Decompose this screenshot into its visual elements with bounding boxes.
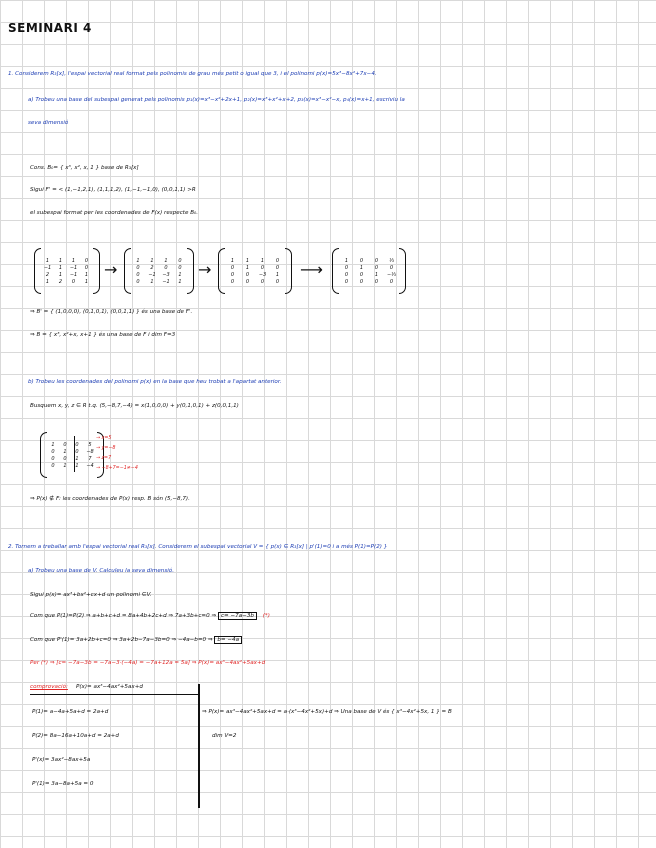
matrix-cell: 0	[344, 278, 349, 285]
matrix-cell: 0	[359, 278, 364, 285]
paren-left	[40, 432, 47, 478]
ex2-sigui: Sigui p(x)= ax³+bx²+cx+d un polinomi ∈V.	[30, 592, 152, 598]
matrix-cell: 0	[275, 278, 280, 285]
red-note-3: → z=7	[96, 456, 112, 461]
matrix-cell: 0	[51, 455, 55, 462]
matrix-cell: 1	[45, 278, 50, 285]
matrix-grid	[131, 258, 187, 285]
ex2-part-a: a) Trobeu una base de V. Calculeu la seva dimensió.	[28, 568, 174, 574]
matrix-cell: 0	[51, 448, 55, 455]
matrix-cell: 0	[359, 257, 364, 264]
ex2-note1: (*)	[262, 613, 270, 619]
matrix-cell: 1	[58, 257, 63, 264]
matrix-cell: 0	[359, 271, 364, 278]
matrix-cell: 0	[344, 271, 349, 278]
matrix-4	[332, 248, 406, 294]
arrow-right-icon: →	[198, 260, 212, 279]
arrow-right-icon: →	[104, 260, 118, 279]
ex1-statement: 1. Considerem R₃[x], l'espai vectorial real format pels polinomis de grau més petit o igual que 3, i el polinomi p(x)=5x³−8x²+7x−4.	[8, 71, 377, 77]
paren-right	[93, 248, 100, 294]
matrix-cell: 0	[389, 264, 394, 271]
page-title: SEMINARI 4	[8, 21, 92, 35]
matrix-cell: 1	[260, 257, 265, 264]
matrix-cell: 1	[63, 448, 67, 455]
matrix-cell: 0	[389, 278, 394, 285]
matrix-cell: 0	[84, 264, 89, 271]
matrix-cell: 1	[51, 441, 55, 448]
matrix-grid	[47, 442, 97, 469]
matrix-cell: 0	[230, 264, 235, 271]
ex1-part-a-cont: seva dimensió	[28, 120, 69, 126]
matrix-cell: 0	[178, 257, 182, 264]
matrix-cell: 0	[84, 257, 89, 264]
check-1: P(1)= a−4a+5a+d = 2a+d	[32, 709, 109, 715]
ex2-box1: c= −7a−3b	[218, 612, 257, 620]
matrix-cell: −1	[162, 278, 170, 285]
check-2: P(2)= 8a−16a+10a+d = 2a+d	[32, 733, 119, 739]
matrix-cell: 0	[164, 264, 168, 271]
matrix-cell: 0	[63, 455, 67, 462]
matrix-cell: 1	[84, 271, 89, 278]
matrix-cell: 0	[374, 278, 379, 285]
matrix-cell: 1	[245, 264, 250, 271]
matrix-cell: 0	[75, 441, 79, 448]
ex2-dim: dim V=2	[212, 733, 237, 739]
red-note-4: → −8+7=−1≠−4	[96, 466, 138, 471]
matrix-cell: 1	[58, 264, 63, 271]
comprovacio-label: comprovació:	[30, 684, 68, 690]
matrix-cell: 1	[75, 462, 79, 469]
matrix-cell: 1	[245, 257, 250, 264]
matrix-cell: 1	[71, 257, 76, 264]
ex1-basis-prime: ⇒ B' = { (1,0,0,0), (0,1,0,1), (0,0,1,1) } és una base de F'.	[30, 309, 193, 315]
arrow-right-icon: ⟶	[300, 260, 323, 279]
matrix-cell: 5	[88, 441, 92, 448]
matrix-cell: 0	[275, 257, 280, 264]
ex1-sigui: Sigui F' = < (1,−1,2,1), (1,1,1,2), (1,−1,−1,0), (0,0,1,1) >R	[30, 187, 196, 193]
matrix-cell: −1	[43, 264, 52, 271]
matrix-cell: 1	[230, 257, 235, 264]
check-4: P'(1)= 3a−8a+5a = 0	[32, 781, 94, 787]
matrix-cell: −⅓	[386, 271, 397, 278]
matrix-cell: 0	[136, 264, 140, 271]
matrix-cell: 0	[245, 271, 250, 278]
matrix-cell: 7	[88, 455, 92, 462]
check-3: P'(x)= 3ax²−8ax+5a	[32, 757, 91, 763]
ex2-statement: 2. Tornem a treballar amb l'espai vectorial real R₃[x]. Considerem el subespai vectorial V = { p(x) ∈ R₃[x] | p'(1)=0 i a més P(1)=P(2) }	[8, 544, 388, 550]
matrix-cell: 2	[58, 278, 63, 285]
ex2-line1-text: Com que P(1)=P(2) ⇒ a+b+c+d = 8a+4b+2c+d ⇒ 7a+3b+c=0 ⇒	[30, 613, 217, 619]
matrix-grid	[225, 258, 285, 285]
matrix-cell: 1	[178, 271, 182, 278]
matrix-cell: 1	[275, 271, 280, 278]
ex2-line1	[30, 614, 270, 620]
ex1-busquem: Busquem x, y, z ∈ R t.q. (5,−8,7,−4) = x(1,0,0,0) + y(0,1,0,1) + z(0,0,1,1)	[30, 403, 239, 409]
matrix-cell: 1	[150, 278, 154, 285]
matrix-cell: 1	[359, 264, 364, 271]
matrix-cell: 0	[374, 264, 379, 271]
matrix-cell: 0	[136, 271, 140, 278]
matrix-cell: −1	[69, 264, 78, 271]
comprovacio-head: P(x)= ax³−4ax²+5ax+d	[76, 684, 143, 690]
matrix-cell: 1	[75, 455, 79, 462]
ex2-line2	[30, 638, 242, 644]
matrix-cell: 0	[51, 462, 55, 469]
matrix-cell: 2	[150, 264, 154, 271]
matrix-cell: 1	[63, 462, 67, 469]
paren-left	[332, 248, 339, 294]
matrix-cell: 1	[344, 257, 349, 264]
matrix-cell: 0	[260, 264, 265, 271]
ex2-box2: b= −4a	[214, 636, 242, 644]
matrix-grid	[41, 258, 93, 285]
paren-right	[399, 248, 406, 294]
paren-left	[218, 248, 225, 294]
matrix-cell: 0	[275, 264, 280, 271]
matrix-cell: −8	[86, 448, 94, 455]
ex2-line3: Per (*) ⇒ [c= −7a−3b = −7a−3·(−4a) = −7a+12a = 5a] ⇒ P(x)= ax³−4ax²+5ax+d	[30, 660, 266, 666]
matrix-cell: 1	[150, 257, 154, 264]
matrix-cell: 1	[136, 257, 140, 264]
matrix-cell: 0	[178, 264, 182, 271]
matrix-cell: 0	[230, 278, 235, 285]
ex1-conclusion: ⇒ P(x) ∉ F: les coordenades de P(x) resp. B són (5,−8,7).	[30, 496, 190, 502]
matrix-cell: 0	[75, 448, 79, 455]
matrix-2	[124, 248, 194, 294]
matrix-cell: 0	[344, 264, 349, 271]
matrix-cell: 1	[84, 278, 89, 285]
augmented-matrix	[40, 432, 104, 478]
matrix-grid	[339, 258, 399, 285]
ex2-line2-text: Com que P'(1)= 3a+2b+c=0 ⇒ 3a+2b−7a−3b=0 ⇒ −4a−b=0 ⇒	[30, 637, 213, 643]
red-note-1: → x=5	[96, 436, 112, 441]
paren-right	[285, 248, 292, 294]
matrix-cell: 1	[45, 257, 50, 264]
comprovacio-vline	[198, 684, 200, 808]
paren-right	[187, 248, 194, 294]
matrix-cell: 1	[178, 278, 182, 285]
ex1-canonical-basis: Cons. B₀= { x³, x², x, 1 } base de R₃[x]	[30, 165, 139, 171]
ex1-part-b: b) Trobeu les coordenades del polinomi p(x) en la base que heu trobat a l'apartat anterior.	[28, 379, 282, 385]
matrix-cell: 0	[63, 441, 67, 448]
matrix-cell: 0	[136, 278, 140, 285]
paren-left	[34, 248, 41, 294]
ex1-part-a: a) Trobeu una base del subespai generat pels polinomis p₁(x)=x³−x²+2x+1, p₂(x)=x³+x²+x+2, p₃(x)=x³−x²−x, p₄(x)=x+1, escriviu la	[28, 97, 405, 103]
matrix-1	[34, 248, 100, 294]
matrix-3	[218, 248, 292, 294]
matrix-cell: −1	[69, 271, 78, 278]
matrix-cell: 1	[374, 271, 379, 278]
matrix-cell: 0	[71, 278, 76, 285]
matrix-cell: 0	[374, 257, 379, 264]
matrix-cell: −3	[162, 271, 170, 278]
matrix-cell: 0	[230, 271, 235, 278]
matrix-cell: 2	[45, 271, 50, 278]
red-note-2: → y=−8	[96, 446, 116, 451]
matrix-cell: −1	[148, 271, 156, 278]
matrix-cell: −4	[86, 462, 94, 469]
matrix-cell: 0	[245, 278, 250, 285]
matrix-cell: ⅓	[389, 257, 394, 264]
ex1-subespai: el subespai format per les coordenades de F(x) respecte B₀.	[30, 210, 199, 216]
matrix-cell: 1	[164, 257, 168, 264]
matrix-cell: −3	[258, 271, 267, 278]
matrix-cell: 0	[260, 278, 265, 285]
ex2-result: ⇒ P(x)= ax³−4ax²+5ax+d = a·(x³−4x²+5x)+d ⇒ Una base de V és { x³−4x²+5x, 1 } = B	[202, 709, 452, 715]
paren-left	[124, 248, 131, 294]
ex1-basis: ⇒ B = { x³, x²+x, x+1 } és una base de F i dim F=3	[30, 332, 176, 338]
augment-divider	[74, 436, 75, 472]
matrix-cell: 1	[58, 271, 63, 278]
comprovacio-hline	[30, 694, 198, 695]
